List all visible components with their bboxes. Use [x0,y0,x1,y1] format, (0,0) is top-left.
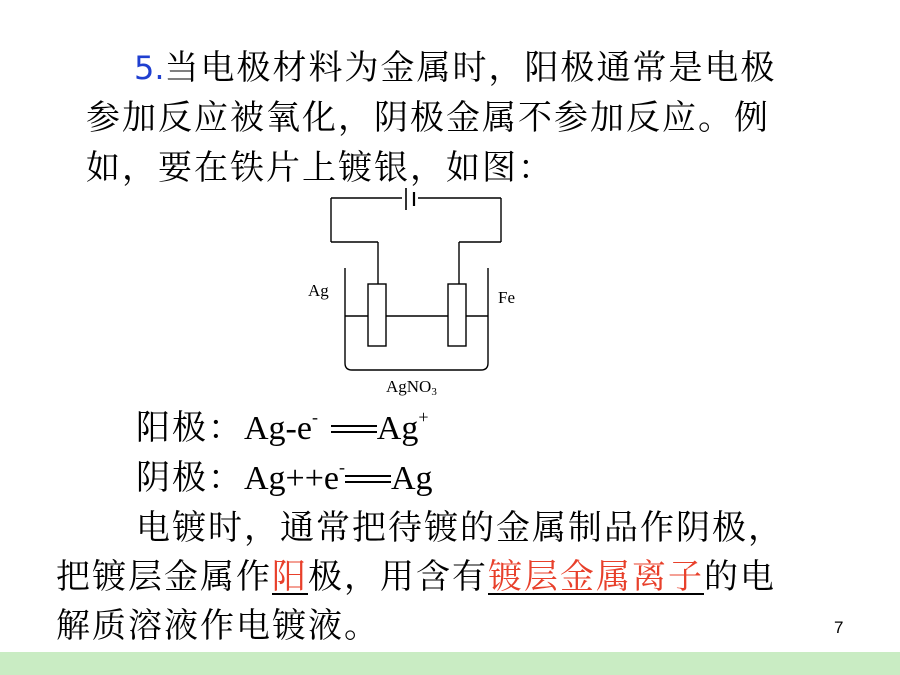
paragraph2-line3: 解质溶液作电镀液。 [56,606,380,646]
cathode-fe-plate [448,284,466,346]
paragraph1-line3: 如，要在铁片上镀银，如图： [86,148,554,188]
paragraph1-line1 [134,48,777,88]
item-number: 5. [134,49,165,87]
cathode-rhs: Ag [391,460,433,497]
equals-sign [345,470,391,490]
anode-ag-plate [368,284,386,346]
paragraph2-line2: 把镀层金属作阳极，用含有镀层金属离子的电 [56,557,776,597]
answer-blank-anode: 阳 [272,557,308,597]
footer-band [0,652,900,675]
text: 当电极材料为金属时，阳极通常是电极 [164,48,777,88]
answer-blank-plating-ions: 镀层金属离子 [488,557,704,597]
paragraph1-line2: 参加反应被氧化，阴极金属不参加反应。例 [86,98,770,138]
cathode-label-text: 阴极： [136,458,244,498]
slide-number: 7 [834,618,844,637]
cathode-label: Fe [498,288,515,307]
electroplating-diagram [300,188,540,402]
anode-lhs: Ag-e- [244,407,318,447]
anode-equation [136,408,429,449]
cathode-equation [136,458,433,499]
anode-rhs: Ag+ [376,407,429,447]
electrolyte-label: AgNO3 [386,377,437,398]
anode-label: Ag [308,281,329,300]
cathode-lhs: Ag++e- [244,457,345,497]
equals-sign [331,420,377,440]
anode-label-text: 阳极： [136,408,244,448]
paragraph2-line1: 电镀时，通常把待镀的金属制品作阴极， [136,508,784,548]
